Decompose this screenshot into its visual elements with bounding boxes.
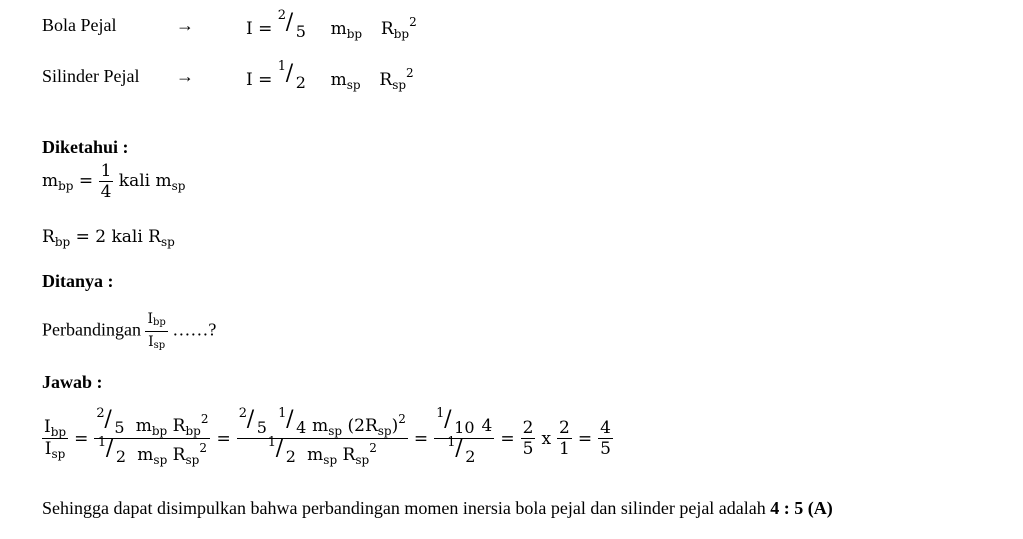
silinder-pejal-label: Silinder Pejal [42, 66, 140, 86]
fraction-4-5: $\frac{4}{5}$ [600, 418, 611, 459]
ditanya-line: Perbandingan $\frac{\text{Ibp}}{\text{Isp}}$ ……? [42, 311, 217, 351]
jawab-derivation: $\frac{I_{bp}}{I_{sp}}$ = 2 / 5 $m_{bp}$ $R_{bp}^2$ 1 / 2 $m_{sp}$ $R_{sp}^2$ = 2 / 5 1 / 4 $m_{sp}$ $(2R_{sp})^2$ 1 / 2 $m_{sp}$ $R_{sp}^2$ = 1 / 10 4 1 / 2 = $\frac{2}{5}$ x $\frac{2}{1}$ = $\frac{4}{5}$ [44, 406, 611, 467]
diketahui-heading: Diketahui : [42, 137, 129, 157]
fraction-2-5-result: $\frac{2}{5}$ [522, 418, 534, 459]
fraction-2-5: 2 / 5 [277, 8, 306, 41]
fraction-2-1: $\frac{2}{1}$ [559, 418, 570, 459]
ratio-step-1: 2 / 5 $m_{bp}$ $R_{bp}^2$ 1 / 2 $m_{sp}$ $R_{sp}^2$ [96, 406, 209, 467]
conclusion-answer: 4 : 5 (A) [770, 498, 833, 518]
arrow-1: → [176, 15, 194, 35]
silinder-formula: I = 1 / 2 $m_{sp}$ $R_{sp}^2$ [246, 59, 414, 92]
conclusion [42, 498, 833, 519]
bola-pejal-label: Bola Pejal [42, 15, 117, 35]
bola-formula: I = 2 / 5 $m_{bp}$ $R_{bp}^2$ [246, 8, 417, 41]
conclusion-text: Sehingga dapat disimpulkan bahwa perbandingan momen inersia bola pejal dan silinder pejal adalah [42, 498, 766, 518]
arrow-2: → [176, 66, 194, 86]
diketahui-line-1: $m_{bp}$ = $\frac{1}{4}$ kali $m_{sp}$ [42, 161, 186, 202]
i-equals: I = [246, 19, 273, 39]
ditanya-heading: Ditanya : [42, 271, 114, 291]
jawab-heading: Jawab : [42, 372, 103, 392]
diketahui-line-2: $R_{bp} = 2$ kali $R_{sp}$ [42, 227, 175, 249]
ratio-step-2: 2 / 5 1 / 4 $m_{sp}$ $(2R_{sp})^2$ 1 / 2 $m_{sp}$ $R_{sp}^2$ [238, 406, 406, 467]
ratio-ibp-isp: $\frac{I_{bp}}{I_{sp}}$ [44, 417, 67, 461]
ratio-step-3: 1 / 10 4 1 / 2 [436, 406, 493, 466]
fraction-1-2: 1 / 2 [277, 59, 306, 92]
